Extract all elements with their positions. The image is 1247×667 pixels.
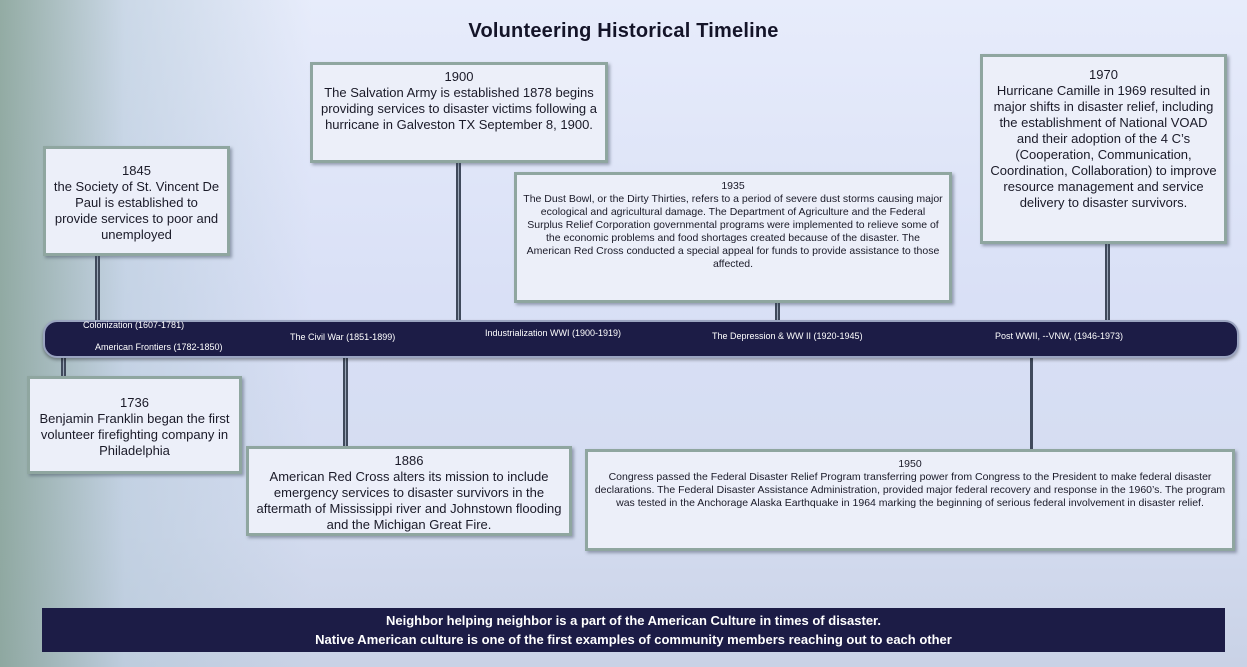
connector-1900 (456, 162, 461, 322)
era-label-civil-war: The Civil War (1851-1899) (290, 332, 396, 342)
event-text: the Society of St. Vincent De Paul is established to provide services to poor and unemployed (53, 179, 220, 242)
footer-line-1: Neighbor helping neighbor is a part of the American Culture in times of disaster. (385, 613, 882, 628)
event-box-1900 (310, 62, 608, 163)
event-year: 1886 (394, 453, 424, 468)
event-text: The Dust Bowl, or the Dirty Thirties, refers to a period of severe dust storms causing major ecological and agricultural damage. The Department of Agriculture and the Federal Surplus Relief Corporation governmental programs were implemented to relieve some of the economic problems and food shortages created because of the disaster. The American Red Cross conducted a special appeal for funds to provide assistance to those affected. (523, 193, 943, 270)
era-label-post-wwii: Post WWII, --VNW, (1946-1973) (995, 331, 1124, 341)
event-text: Hurricane Camille in 1969 resulted in major shifts in disaster relief, including the establishment of National VOAD and their adoption of the 4 C’s (Cooperation, Communication, Coordination, Collaboration) to improve resource management and service delivery to disaster survivors. (990, 83, 1217, 210)
event-box-1935 (514, 172, 952, 303)
event-year: 1845 (122, 163, 151, 178)
event-box-1845 (43, 146, 230, 256)
event-year: 1736 (120, 395, 149, 410)
event-year: 1970 (1089, 67, 1118, 82)
connector-1935 (775, 302, 780, 322)
event-text: The Salvation Army is established 1878 begins providing services to disaster victims following a hurricane in Galveston TX September 8, 1900. (321, 85, 597, 132)
event-text: Congress passed the Federal Disaster Relief Program transferring power from Congress to the President to make federal disaster declarations. The Federal Disaster Assistance Administration, provided major federal recovery and response in the 1960’s. The program was tested in the Anchorage Alaska Earthquake in 1964 marking the beginning of serious federal involvement in disaster relief. (594, 471, 1226, 509)
event-year: 1900 (444, 69, 474, 84)
connector-1950 (1030, 352, 1033, 449)
event-text: American Red Cross alters its mission to include emergency services to disaster survivors in the aftermath of Mississippi river and Johnstown flooding and the Michigan Great Fire. (256, 469, 562, 532)
era-label-colonization: Colonization (1607-1781) (83, 320, 185, 330)
event-box-1736 (27, 376, 242, 474)
event-year: 1950 (898, 458, 922, 470)
connector-1845 (95, 254, 100, 322)
connector-1970 (1105, 242, 1110, 322)
footer-banner (42, 608, 1225, 652)
event-year: 1935 (721, 180, 745, 192)
footer-line-2: Native American culture is one of the first examples of community members reaching out to each other (315, 632, 952, 647)
page-title: Volunteering Historical Timeline (468, 20, 779, 42)
era-label-depression: The Depression & WW II (1920-1945) (712, 331, 863, 341)
event-box-1886 (246, 446, 572, 536)
era-label-american-frontiers: American Frontiers (1782-1850) (95, 342, 223, 352)
event-text: Benjamin Franklin began the first volunteer firefighting company in Philadelphia (39, 411, 230, 458)
connector-1886 (343, 352, 348, 448)
event-box-1950 (585, 449, 1235, 551)
event-box-1970 (980, 54, 1227, 244)
era-label-industrialization: Industrialization WWI (1900-1919) (485, 328, 622, 338)
